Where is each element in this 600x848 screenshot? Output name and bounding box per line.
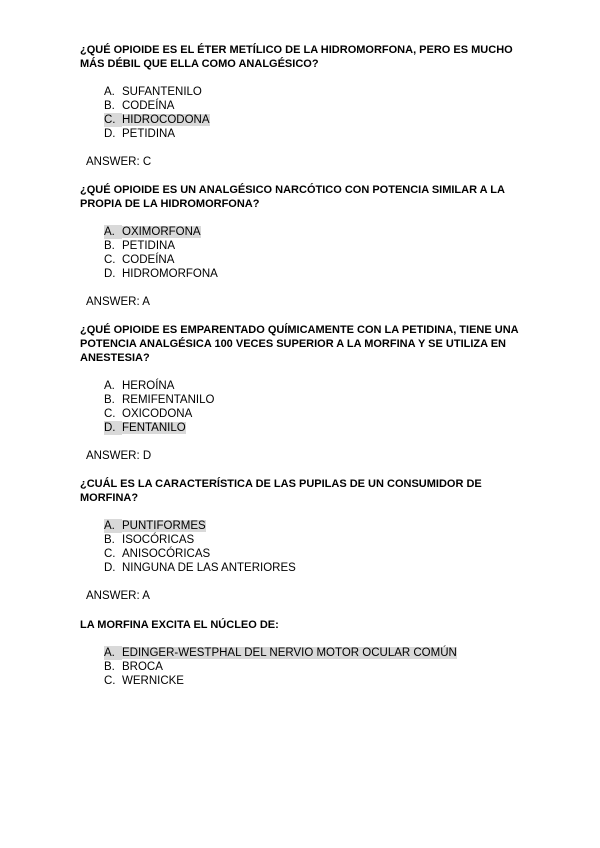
option-b (104, 393, 530, 407)
option-label: BROCA (122, 661, 163, 673)
question-3 (80, 323, 530, 463)
option-label: HEROÍNA (122, 380, 175, 392)
option-label: ISOCÓRICAS (122, 534, 195, 546)
option-letter: B. (104, 661, 115, 673)
option-list (80, 85, 530, 141)
option-label: OXICODONA (122, 408, 193, 420)
option-c-highlighted (104, 113, 530, 127)
question-text: ¿QUÉ OPIOIDE ES EMPARENTADO QUÍMICAMENTE CON LA PETIDINA, TIENE UNA POTENCIA ANALGÉSICA 100 VECES SUPERIOR A LA MORFINA Y SE UTILIZA EN ANESTESIA? (80, 324, 519, 364)
option-letter: A. (104, 519, 122, 533)
option-c (104, 547, 530, 561)
option-letter: D. (104, 421, 122, 435)
option-letter: D. (104, 268, 116, 280)
option-a-highlighted (104, 646, 530, 660)
option-a (104, 379, 530, 393)
answer-line: ANSWER: A (86, 590, 150, 602)
option-letter: A. (104, 225, 122, 239)
option-label: PETIDINA (122, 128, 176, 140)
option-list (80, 519, 530, 575)
option-label: NINGUNA DE LAS ANTERIORES (122, 562, 296, 574)
option-label: EDINGER-WESTPHAL DEL NERVIO MOTOR OCULAR COMÚN (122, 647, 457, 659)
option-letter: A. (104, 86, 115, 98)
question-text: ¿QUÉ OPIOIDE ES EL ÉTER METÍLICO DE LA HIDROMORFONA, PERO ES MUCHO MÁS DÉBIL QUE ELLA COMO ANALGÉSICO? (80, 44, 513, 70)
answer-line: ANSWER: C (86, 156, 152, 168)
option-a (104, 85, 530, 99)
option-letter: B. (104, 534, 115, 546)
option-letter: B. (104, 394, 115, 406)
option-label: PUNTIFORMES (122, 520, 206, 532)
option-letter: C. (104, 548, 116, 560)
option-label: CODEÍNA (122, 100, 175, 112)
question-text: ¿CUÁL ES LA CARACTERÍSTICA DE LAS PUPILAS DE UN CONSUMIDOR DE MORFINA? (80, 478, 482, 504)
option-letter: C. (104, 254, 116, 266)
option-letter: C. (104, 408, 116, 420)
option-letter: C. (104, 113, 122, 127)
option-label: FENTANILO (122, 422, 186, 434)
option-label: ANISOCÓRICAS (122, 548, 211, 560)
option-b (104, 533, 530, 547)
option-letter: B. (104, 100, 115, 112)
question-5 (80, 618, 530, 688)
option-list (80, 646, 530, 688)
question-2 (80, 183, 530, 309)
option-list (80, 225, 530, 281)
option-label: SUFANTENILO (122, 86, 202, 98)
option-label: PETIDINA (122, 240, 176, 252)
option-a-highlighted (104, 225, 530, 239)
option-letter: A. (104, 646, 122, 660)
option-label: HIDROMORFONA (122, 268, 218, 280)
question-4 (80, 477, 530, 603)
answer-line: ANSWER: D (86, 450, 152, 462)
option-c (104, 674, 530, 688)
option-letter: B. (104, 240, 115, 252)
option-d-highlighted (104, 421, 530, 435)
question-1 (80, 43, 530, 169)
option-a-highlighted (104, 519, 530, 533)
option-b (104, 239, 530, 253)
option-c (104, 407, 530, 421)
option-letter: A. (104, 380, 115, 392)
option-letter: D. (104, 128, 116, 140)
question-text: ¿QUÉ OPIOIDE ES UN ANALGÉSICO NARCÓTICO CON POTENCIA SIMILAR A LA PROPIA DE LA HIDROMORFONA? (80, 184, 505, 210)
option-b (104, 99, 530, 113)
option-c (104, 253, 530, 267)
option-letter: D. (104, 562, 116, 574)
option-d (104, 561, 530, 575)
option-label: REMIFENTANILO (122, 394, 215, 406)
option-label: CODEÍNA (122, 254, 175, 266)
option-b (104, 660, 530, 674)
option-label: WERNICKE (122, 675, 184, 687)
option-letter: C. (104, 675, 116, 687)
option-label: OXIMORFONA (122, 226, 201, 238)
option-d (104, 127, 530, 141)
option-list (80, 379, 530, 435)
option-label: HIDROCODONA (122, 114, 210, 126)
answer-line: ANSWER: A (86, 296, 150, 308)
option-d (104, 267, 530, 281)
question-text: LA MORFINA EXCITA EL NÚCLEO DE: (80, 619, 279, 631)
